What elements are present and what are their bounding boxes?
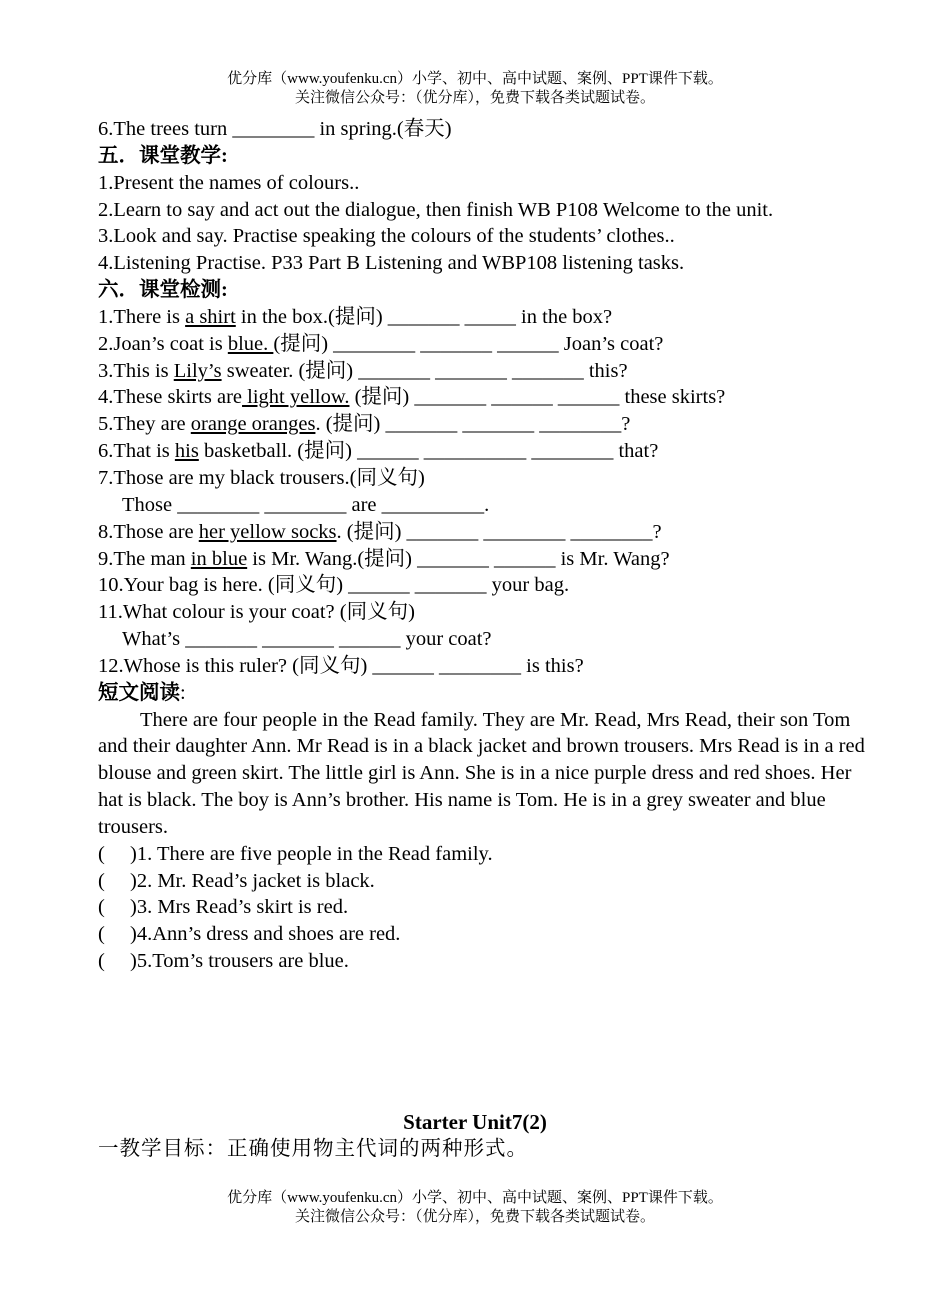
- teaching-objective: 一教学目标：正确使用物主代词的两种形式。: [98, 1138, 528, 1160]
- section-5-heading: 五．课堂教学:: [98, 144, 228, 167]
- footer-line-1: 优分库（www.youfenku.cn）小学、初中、高中试题、案例、PPT课件下载。: [227, 1190, 723, 1206]
- reading-heading: [98, 680, 868, 707]
- question-2-suffix: (提问) ________ _______ ______ Joan’s coat?: [273, 332, 664, 355]
- true-false-statement: )5.Tom’s trousers are blue.: [130, 950, 349, 973]
- question-7: 7.Those are my black trousers.(同义句): [98, 466, 425, 489]
- header-line-2: 关注微信公众号：（优分库），免费下载各类试题试卷。: [294, 90, 655, 106]
- question-12: 12.Whose is this ruler? (同义句) ______ ________ is this?: [98, 654, 584, 677]
- footer-line-2: 关注微信公众号：（优分库），免费下载各类试题试卷。: [294, 1209, 655, 1225]
- question-6-suffix: basketball. (提问) ______ __________ ________ that?: [198, 440, 659, 463]
- answer-paren: (: [98, 896, 105, 919]
- question-2-prefix: 2.Joan’s coat is: [98, 332, 228, 355]
- question-8-prefix: 8.Those are: [98, 520, 199, 543]
- true-false-item-3: [98, 894, 868, 921]
- true-false-statement: )4.Ann’s dress and shoes are red.: [130, 923, 401, 946]
- question-4-prefix: 4.These skirts are: [98, 386, 243, 409]
- question-6: [98, 438, 868, 465]
- true-false-statement: )2. Mr. Read’s jacket is black.: [130, 869, 375, 892]
- question-5-prefix: 5.They are: [98, 413, 191, 436]
- question-5: [98, 411, 868, 438]
- question-9-underlined: in blue: [190, 547, 248, 570]
- question-11: 11.What colour is your coat? (同义句): [98, 601, 415, 624]
- question-1-prefix: 1.There is: [98, 305, 186, 328]
- header-line-1: 优分库（www.youfenku.cn）小学、初中、高中试题、案例、PPT课件下载。: [227, 71, 723, 87]
- teaching-step-2: 2.Learn to say and act out the dialogue, then finish WB P108 Welcome to the unit.: [98, 198, 774, 221]
- reading-passage: There are four people in the Read family. They are Mr. Read, Mrs Read, their son Tom and their daughter Ann. Mr Read is in a black jacket and brown trousers. Mrs Read is in a red blouse and green skirt. The little girl is Ann. She is in a nice purple dress and red shoes. Her hat is black. The boy is Ann’s brother. His name is Tom. He is in a grey sweater and blue trousers.: [98, 708, 865, 838]
- true-false-item-2: [98, 868, 868, 895]
- question-2: [98, 331, 868, 358]
- true-false-statement: )1. There are five people in the Read family.: [130, 842, 493, 865]
- question-5-underlined: orange oranges: [190, 413, 316, 436]
- answer-paren: (: [98, 869, 105, 892]
- teaching-step-4: 4.Listening Practise. P33 Part B Listening and WBP108 listening tasks.: [98, 252, 685, 275]
- question-8-suffix: . (提问) _______ ________ ________?: [336, 520, 662, 543]
- answer-paren: (: [98, 950, 105, 973]
- question-3-underlined: Lily’s: [173, 359, 222, 382]
- reading-heading-text: 短文阅读: [98, 681, 180, 704]
- question-4: [98, 384, 868, 411]
- page-header: [0, 70, 950, 108]
- question-10: 10.Your bag is here. (同义句) ______ _______ your bag.: [98, 574, 570, 597]
- question-11-answer-line: What’s _______ _______ ______ your coat?: [122, 628, 492, 651]
- question-1: [98, 304, 868, 331]
- answer-paren: (: [98, 842, 105, 865]
- true-false-item-5: [98, 948, 868, 975]
- question-5-suffix: . (提问) _______ _______ ________?: [315, 413, 631, 436]
- question-1-suffix: in the box.(提问) _______ _____ in the box?: [235, 305, 613, 328]
- question-3-suffix: sweater. (提问) _______ _______ _______ this?: [221, 359, 628, 382]
- worksheet-content: [98, 116, 868, 975]
- true-false-item-1: [98, 841, 868, 868]
- page-footer: [0, 1189, 950, 1227]
- question-9: [98, 546, 868, 573]
- question-8-underlined: her yellow socks: [198, 520, 337, 543]
- question-4-suffix: (提问) _______ ______ ______ these skirts?: [349, 386, 726, 409]
- fill-blank-item-6: 6.The trees turn ________ in spring.(春天): [98, 118, 452, 140]
- reading-heading-colon: :: [180, 681, 186, 704]
- question-9-suffix: is Mr. Wang.(提问) _______ ______ is Mr. Wang?: [247, 547, 670, 570]
- question-6-prefix: 6.That is: [98, 440, 175, 463]
- question-9-prefix: 9.The man: [98, 547, 191, 570]
- question-4-underlined: light yellow.: [242, 386, 350, 409]
- question-8: [98, 519, 868, 546]
- true-false-statement: )3. Mrs Read’s skirt is red.: [130, 896, 349, 919]
- section-6-heading: 六．课堂检测:: [98, 279, 228, 302]
- teaching-step-1: 1.Present the names of colours..: [98, 171, 360, 194]
- question-2-underlined: blue.: [227, 332, 274, 355]
- question-3: [98, 358, 868, 385]
- question-3-prefix: 3.This is: [98, 359, 174, 382]
- answer-paren: (: [98, 923, 105, 946]
- question-6-underlined: his: [174, 440, 199, 463]
- question-1-underlined: a shirt: [185, 305, 236, 328]
- question-7-answer-line: Those ________ ________ are __________.: [122, 493, 490, 516]
- true-false-item-4: [98, 921, 868, 948]
- teaching-step-3: 3.Look and say. Practise speaking the colours of the students’ clothes..: [98, 225, 675, 248]
- unit-title: Starter Unit7(2): [403, 1110, 547, 1134]
